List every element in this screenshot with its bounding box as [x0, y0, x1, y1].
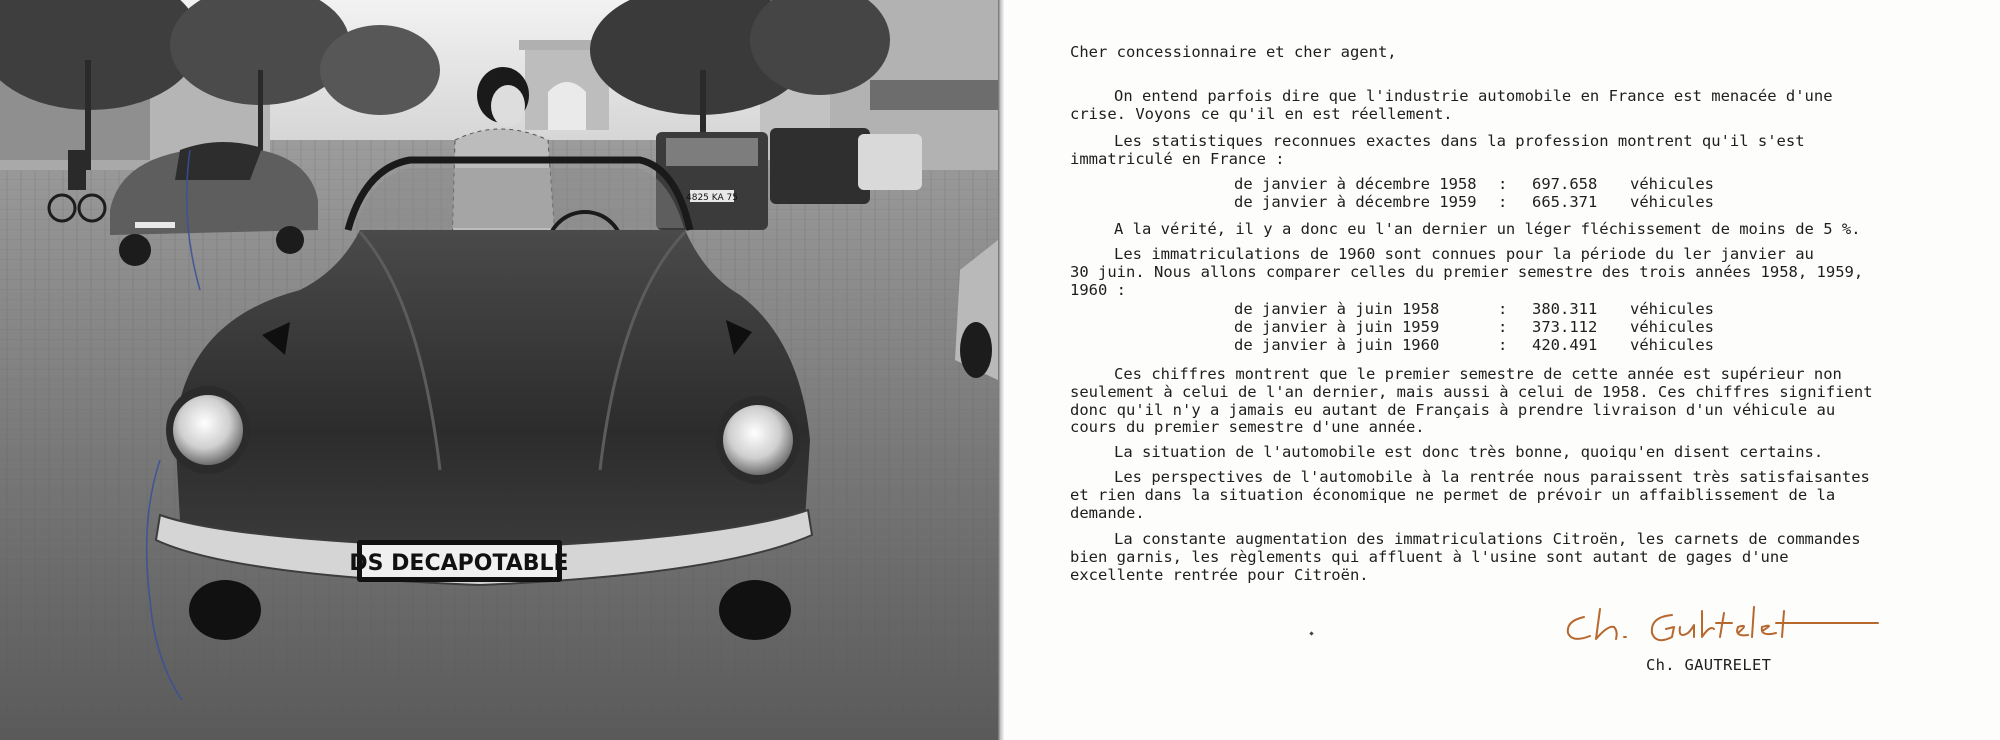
separator-cell: : — [1498, 317, 1508, 336]
period-cell: de janvier à juin 1958 — [1234, 300, 1440, 318]
period-cell: de janvier à décembre 1959 — [1234, 192, 1477, 211]
annual-registrations-table — [1234, 176, 1714, 212]
letter-paragraph: Les immatriculations de 1960 sont connues pour la période du ler janvier au 30 juin. Nous allons comparer celles du premier semestre des trois années 1958, 1959, 1960 : — [1070, 245, 1864, 299]
separator-cell: : — [1498, 175, 1508, 193]
count-cell: 420.491 — [1532, 335, 1598, 354]
letter-paragraph: A la vérité, il y a donc eu l'an dernier un léger fléchissement de moins de 5 %. — [1114, 220, 1861, 238]
unit-cell: véhicules — [1630, 192, 1714, 211]
unit-cell: véhicules — [1630, 175, 1714, 193]
paper-speck — [1309, 631, 1313, 635]
photo-illustration — [0, 0, 998, 740]
table-row — [1234, 194, 1714, 212]
letter-paragraph: La situation de l'automobile est donc très bonne, quoiqu'en disent certains. — [1114, 443, 1824, 461]
letter-salutation: Cher concessionnaire et cher agent, — [1070, 43, 1397, 61]
handwritten-signature — [1562, 603, 1882, 651]
unit-cell: véhicules — [1630, 317, 1714, 336]
background-plate: 4825 KA 75 — [686, 193, 738, 203]
table-row — [1234, 176, 1714, 194]
separator-cell: : — [1498, 335, 1508, 354]
license-plate-text: DS DECAPOTABLE — [349, 551, 569, 576]
count-cell: 380.311 — [1532, 300, 1598, 318]
table-row — [1234, 337, 1714, 355]
semester-registrations-table — [1234, 301, 1714, 354]
period-cell: de janvier à décembre 1958 — [1234, 175, 1477, 193]
unit-cell: véhicules — [1630, 335, 1714, 354]
signatory-name: Ch. GAUTRELET — [1646, 656, 1772, 674]
table-row — [1234, 319, 1714, 337]
letter-page — [1004, 0, 2000, 740]
separator-cell: : — [1498, 192, 1508, 211]
letter-paragraph: On entend parfois dire que l'industrie automobile en France est menacée d'une crise. Voyons ce qu'il en est réellement. — [1070, 87, 1833, 123]
period-cell: de janvier à juin 1960 — [1234, 335, 1440, 354]
period-cell: de janvier à juin 1959 — [1234, 317, 1440, 336]
unit-cell: véhicules — [1630, 300, 1714, 318]
letter-paragraph: Ces chiffres montrent que le premier semestre de cette année est supérieur non seulement à celui de l'an dernier, mais aussi à celui de 1958. Ces chiffres signifient donc qu'il n'y a jamais eu autant de Français à prendre livraison d'un véhicule au cours du premier semestre d'une année. — [1070, 365, 1873, 437]
separator-cell: : — [1498, 300, 1508, 318]
table-row — [1234, 301, 1714, 319]
count-cell: 697.658 — [1532, 175, 1598, 193]
letter-paragraph: La constante augmentation des immatriculations Citroën, les carnets de commandes bien garnis, les règlements qui affluent à l'usine sont autant de gages d'une excellente rentrée pour Citroën. — [1070, 530, 1861, 584]
car-photograph — [0, 0, 998, 740]
count-cell: 665.371 — [1532, 192, 1598, 211]
letter-paragraph: Les statistiques reconnues exactes dans la profession montrent qu'il s'est immatriculé en France : — [1070, 132, 1805, 168]
letter-paragraph: Les perspectives de l'automobile à la rentrée nous paraissent très satisfaisantes et rien dans la situation économique ne permet de prévoir un affaiblissement de la demande. — [1070, 468, 1870, 522]
count-cell: 373.112 — [1532, 317, 1598, 336]
